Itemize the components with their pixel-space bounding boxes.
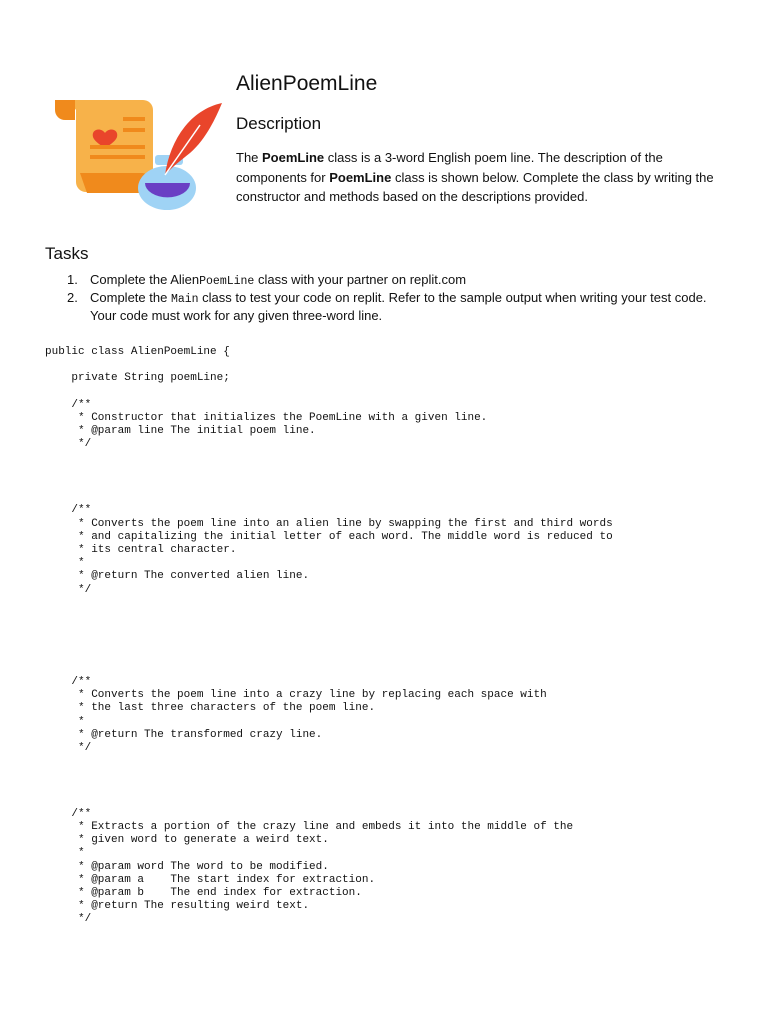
constructor-comment: /** * Constructor that initializes the PoemLine with a given line. * @param line The initial poem line. */ xyxy=(45,398,488,451)
scroll-and-quill-logo xyxy=(50,95,225,213)
task-item: 1. Complete the AlienPoemLine class with your partner on replit.com xyxy=(67,272,467,288)
tasks-list xyxy=(45,272,735,324)
page-title: AlienPoemLine xyxy=(236,72,378,95)
weird-text-comment: /** * Extracts a portion of the crazy line and embeds it into the middle of the * given word to generate a weird text. * * @param word The word to be modified. * @param a The start index for extraction. * @param b The end index for extraction. * @return The resulting weird text. */ xyxy=(45,807,574,926)
description-text: The PoemLine class is a 3-word English poem line. The description of the components for PoemLine class is shown below. Complete the class by writing the constructor and methods based on the descriptions provided. xyxy=(236,150,714,204)
task-item: 2. Complete the Main class to test your code on replit. Refer to the sample output when writing your test code. Your code must work for any given three-word line. xyxy=(67,290,707,323)
feather-icon xyxy=(165,103,222,175)
alien-line-comment: /** * Converts the poem line into an alien line by swapping the first and third words * and capitalizing the initial letter of each word. The middle word is reduced to * its central character. * * @return The converted alien line. */ xyxy=(45,504,613,596)
description-heading: Description xyxy=(236,114,322,133)
tasks-heading: Tasks xyxy=(45,244,89,263)
class-declaration: public class AlienPoemLine { xyxy=(45,346,230,358)
crazy-line-comment: /** * Converts the poem line into a crazy line by replacing each space with * the last three characters of the poem line. * * @return The transformed crazy line. */ xyxy=(45,675,547,754)
field-declaration: private String poemLine; xyxy=(45,372,230,385)
code-listing xyxy=(45,346,613,927)
